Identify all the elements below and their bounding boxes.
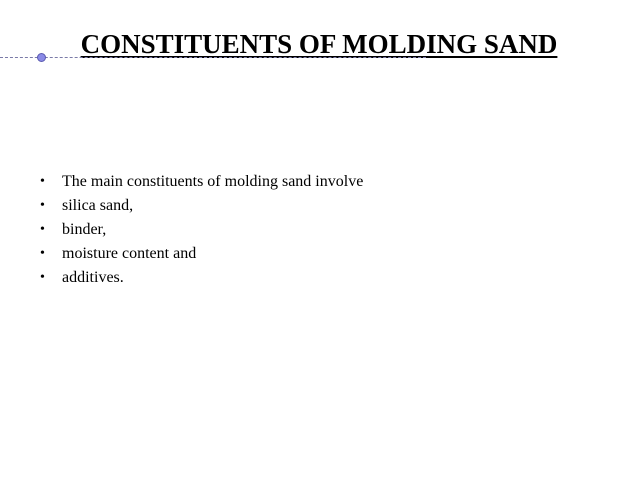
bullet-icon: • xyxy=(40,246,45,261)
list-item xyxy=(40,170,363,194)
list-item xyxy=(40,266,363,290)
title-divider xyxy=(0,57,426,58)
list-item xyxy=(40,242,363,266)
bullet-text: silica sand, xyxy=(62,197,134,214)
list-item xyxy=(40,218,363,242)
slide-title: CONSTITUENTS OF MOLDING SAND xyxy=(80,29,558,59)
bullet-text: moisture content and xyxy=(62,245,197,262)
bullet-text: binder, xyxy=(62,221,107,238)
bullet-list xyxy=(40,170,363,290)
bullet-icon: • xyxy=(40,174,45,189)
bullet-icon: • xyxy=(40,222,45,237)
bullet-text: additives. xyxy=(62,269,124,286)
bullet-text: The main constituents of molding sand involve xyxy=(62,173,364,190)
bullet-icon: • xyxy=(40,270,45,285)
divider-dot-icon xyxy=(37,53,46,62)
list-item xyxy=(40,194,363,218)
bullet-icon: • xyxy=(40,198,45,213)
